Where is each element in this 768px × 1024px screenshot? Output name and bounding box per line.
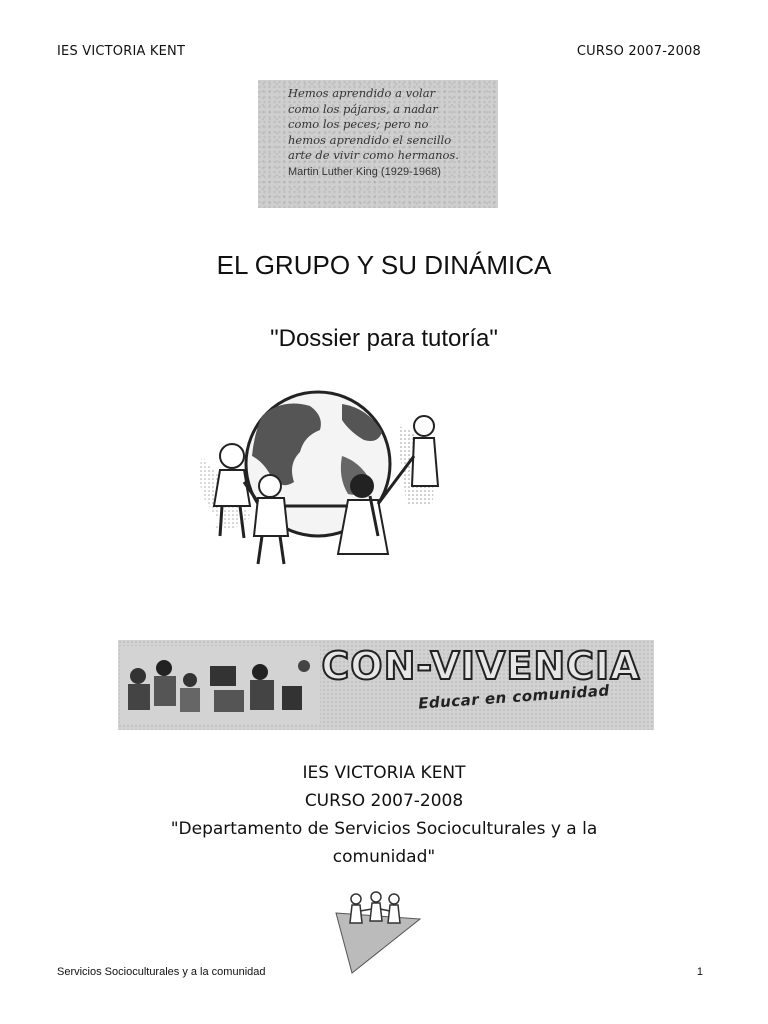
page-number: 1 bbox=[696, 966, 703, 978]
quote-image bbox=[258, 80, 498, 208]
banner-title: CON-VIVENCIA bbox=[321, 644, 641, 688]
department-line-1: "Departamento de Servicios Socioculturales y a la bbox=[170, 819, 598, 839]
quote-author: Martin Luther King (1929-1968) bbox=[288, 165, 441, 178]
department-line-2: comunidad" bbox=[332, 847, 436, 867]
quote-line: Hemos aprendido a volar bbox=[288, 86, 436, 100]
convivencia-banner bbox=[118, 640, 654, 730]
footer-text: Servicios Socioculturales y a la comunidad bbox=[57, 966, 266, 978]
banner-photo-collage bbox=[120, 646, 320, 724]
globe-illustration bbox=[192, 386, 444, 576]
header-right-text: CURSO 2007-2008 bbox=[576, 44, 701, 59]
quote-line: como los peces; pero no bbox=[288, 117, 429, 131]
quote-line: como los pájaros, a nadar bbox=[288, 101, 438, 116]
hands-logo bbox=[330, 887, 426, 975]
document-title: EL GRUPO Y SU DINÁMICA bbox=[216, 250, 552, 280]
banner-subtitle: Educar en comunidad bbox=[417, 681, 611, 713]
school-name: IES VICTORIA KENT bbox=[302, 763, 466, 783]
document-subtitle: "Dossier para tutoría" bbox=[270, 325, 498, 352]
quote-line: hemos aprendido el sencillo bbox=[288, 132, 452, 147]
header-left-text: IES VICTORIA KENT bbox=[57, 44, 186, 59]
course-year: CURSO 2007-2008 bbox=[304, 791, 464, 811]
quote-line: arte de vivir como hermanos. bbox=[288, 148, 459, 162]
